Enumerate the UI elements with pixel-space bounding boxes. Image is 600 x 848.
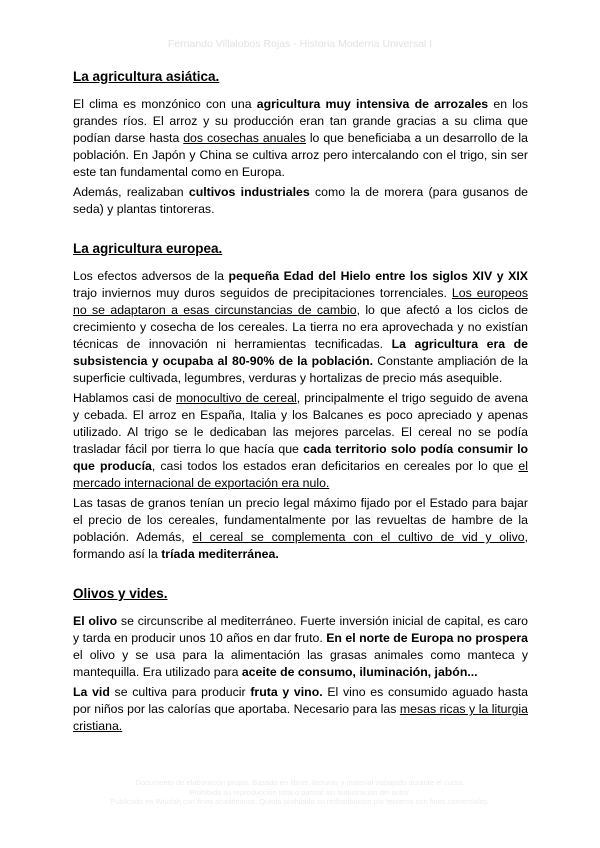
text-run: Los efectos adversos de la bbox=[73, 269, 229, 283]
text-run: lo que beneficiaba a un desarrollo de la población. En Japón y China se cultiva arroz pero intercalando con el trigo, sin ser este tan fundamental como en Europa. bbox=[73, 131, 528, 179]
paragraph bbox=[73, 96, 528, 181]
text-run: como la de morera (para gusanos de seda) y plantas tintoreras. bbox=[73, 185, 528, 216]
paragraph bbox=[73, 268, 528, 387]
text-run: Hablamos casi de bbox=[73, 391, 176, 405]
bold-text: aceite de consumo, iluminación, jabón... bbox=[241, 665, 478, 679]
text-run: , formando así la bbox=[73, 530, 529, 561]
bold-text: tríada mediterránea. bbox=[161, 547, 279, 561]
text-run: , casi todos los estados eran deficitarios en cereales por lo que bbox=[151, 459, 519, 473]
section-title: Olivos y vides. bbox=[73, 586, 168, 601]
underlined-text: dos cosechas anuales bbox=[183, 131, 306, 145]
bold-text: El olivo bbox=[73, 614, 118, 628]
paragraph bbox=[73, 390, 528, 492]
section-title: La agricultura europea. bbox=[73, 241, 223, 256]
document-body bbox=[73, 68, 528, 757]
underlined-text: mesas ricas y la liturgia cristiana. bbox=[73, 702, 528, 733]
bold-text: La vid bbox=[73, 685, 110, 699]
paragraph bbox=[73, 184, 528, 218]
underlined-text: monocultivo de cereal bbox=[175, 391, 297, 405]
bold-text: La agricultura era de subsistencia y ocupaba al 80-90% de la población. bbox=[73, 337, 528, 368]
text-run: El clima es monzónico con una bbox=[73, 97, 257, 111]
section bbox=[73, 68, 528, 218]
underlined-text: el cereal se complementa con el cultivo de vid y olivo bbox=[192, 530, 525, 544]
section bbox=[73, 240, 528, 563]
text-run: , lo que afectó a los ciclos de crecimiento y cosecha de los cereales. La tierra no era aprovechada y no existían técnicas de innovación ni herramientas tecnificadas. bbox=[73, 303, 529, 351]
text-run: , principalmente el trigo seguido de avena y cebada. El arroz en España, Italia y los Balcanes es poco apreciado y apenas utilizado. Al trigo se le dedicaban las mejores parcelas. El cereal no se podía trasladar fácil por tierra lo que hacía que bbox=[73, 391, 529, 456]
bold-text: cada territorio solo podía consumir lo que producía bbox=[73, 442, 528, 473]
text-run: Constante ampliación de la superficie cultivada, legumbres, verduras y hortalizas de precio más asequible. bbox=[73, 354, 528, 385]
text-run: el olivo y se usa para la alimentación las grasas animales como manteca y mantequilla. Era utilizado para bbox=[73, 648, 528, 679]
text-run: se circunscribe al mediterráneo. Fuerte inversión inicial de capital, es caro y tarda en producir unos 10 años en dar fruto. bbox=[73, 614, 529, 645]
footer-line: Prohibida su reproducción total o parcial sin autorización del autor. bbox=[189, 787, 411, 797]
paragraph bbox=[73, 684, 528, 735]
text-run: en los grandes ríos. El arroz y su producción eran tan grande gracias a su clima que podían darse hasta bbox=[73, 97, 528, 145]
page-header: Fernando Villalobos Rojas - Historia Moderna Universal I bbox=[167, 38, 433, 50]
page-footer bbox=[0, 778, 600, 807]
text-run: Además, realizaban bbox=[73, 185, 189, 199]
paragraph bbox=[73, 495, 528, 563]
text-run: El vino es consumido aguado hasta por niños por las calorías que aportaba. Necesario para las bbox=[73, 685, 528, 716]
text-run: trajo inviernos muy duros seguidos de precipitaciones torrenciales. bbox=[73, 286, 452, 300]
underlined-text: el mercado internacional de exportación era nulo. bbox=[73, 459, 528, 490]
bold-text: fruta y vino. bbox=[250, 685, 323, 699]
bold-text: agricultura muy intensiva de arrozales bbox=[256, 97, 489, 111]
bold-text: pequeña Edad del Hielo entre los siglos XIV y XIX bbox=[228, 269, 528, 283]
text-run: Las tasas de granos tenían un precio legal máximo fijado por el Estado para bajar el precio de los cereales, fundamentalmente por las revueltas de hambre de la población. Además, bbox=[73, 496, 528, 544]
section-title: La agricultura asiática. bbox=[73, 69, 220, 84]
section bbox=[73, 585, 528, 735]
footer-line: Documento de elaboración propia. Basado en libros, lecturas y material trabajado durante el curso. bbox=[135, 778, 465, 787]
paragraph bbox=[73, 613, 528, 681]
underlined-text: Los europeos no se adaptaron a esas circunstancias de cambio bbox=[73, 286, 528, 317]
text-run: se cultiva para producir bbox=[109, 685, 251, 699]
footer-line: Publicado en Wuolah con fines académicos. Queda prohibida su redistribución por terceros con fines comerciales. bbox=[110, 797, 490, 806]
bold-text: En el norte de Europa no prospera bbox=[326, 631, 528, 645]
bold-text: cultivos industriales bbox=[188, 185, 310, 199]
